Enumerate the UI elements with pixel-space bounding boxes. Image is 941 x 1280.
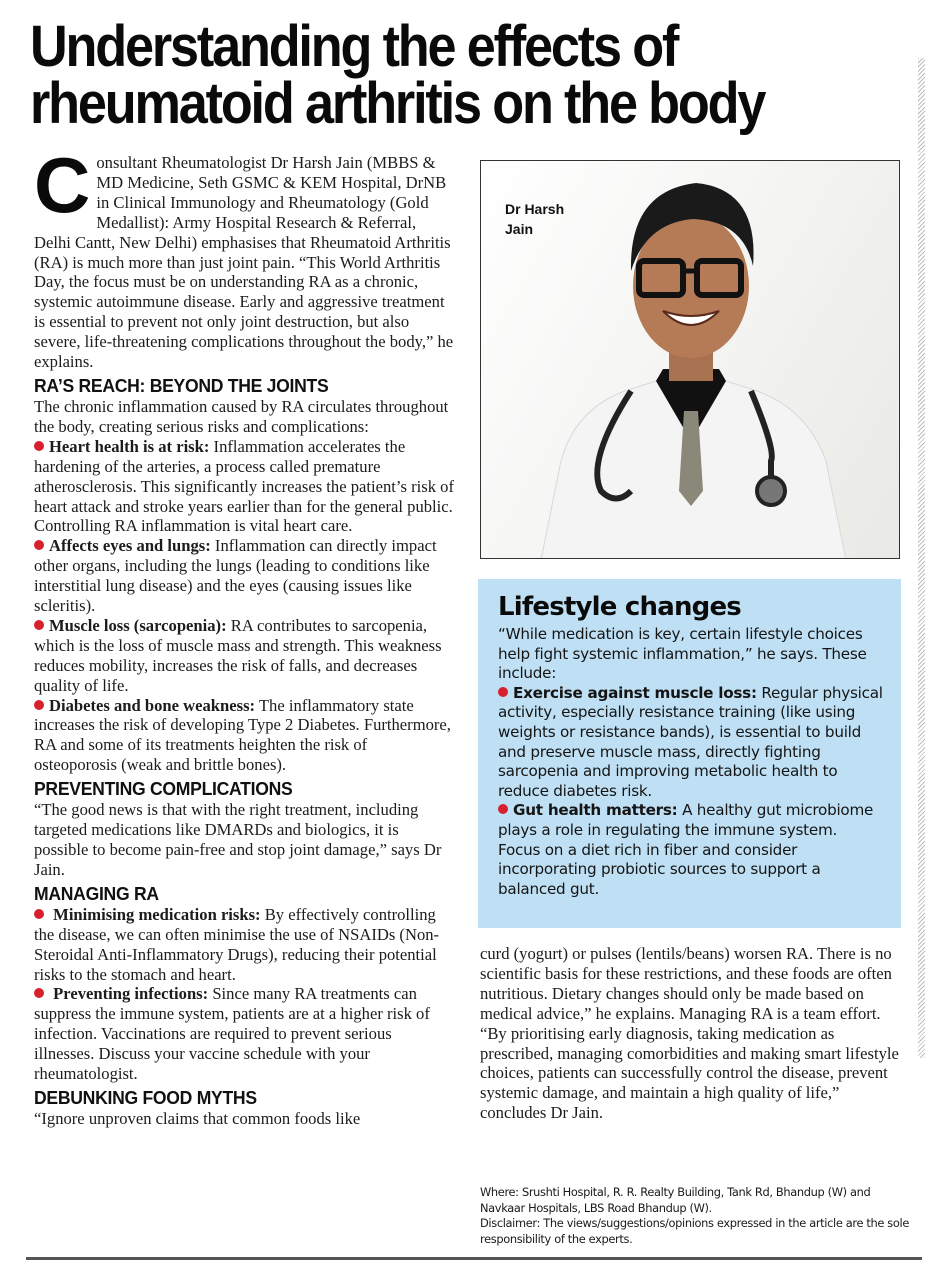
doctor-portrait-photo — [480, 160, 900, 559]
list-item — [34, 696, 454, 776]
item-lead: Affects eyes and lungs: — [49, 536, 211, 556]
red-bullet-icon — [498, 687, 508, 697]
intro-paragraph — [34, 141, 454, 372]
list-item — [34, 905, 454, 985]
photo-caption — [505, 199, 564, 239]
lifestyle-changes-box — [478, 579, 901, 928]
right-column-continuation — [480, 944, 905, 1123]
item-text: The inflammatory state increases the risk of developing Type 2 Diabetes. Furthermore, RA and some of its treatments heighten the risk of osteoporosis (weak and brittle bones). — [34, 695, 451, 775]
list-item — [34, 616, 454, 696]
red-bullet-icon — [34, 620, 44, 630]
red-bullet-icon — [34, 700, 44, 710]
headline-line-2: rheumatoid arthritis on the body — [30, 71, 765, 136]
left-column — [34, 141, 454, 1129]
bottom-rule-divider — [26, 1257, 922, 1260]
item-text: RA contributes to sarcopenia, which is the loss of muscle mass and strength. This weakness reduces mobility, increases the risk of falls, and decreases quality of life. — [34, 615, 442, 695]
item-lead: Gut health matters: — [513, 801, 678, 820]
headline-line-1: Understanding the effects of — [30, 14, 678, 79]
preventing-text: “The good news is that with the right treatment, including targeted medications like DMARDs and biologics, it is possible to become pain-free and stop joint damage,” says Dr Jain. — [34, 800, 442, 879]
disclaimer-text: Disclaimer: The views/suggestions/opinions expressed in the article are the sole responsibility of the experts. — [480, 1216, 909, 1246]
caption-line-2: Jain — [505, 221, 534, 237]
list-item — [498, 684, 883, 802]
item-text: Inflammation can directly impact other organs, including the lungs (leading to conditions like interstitial lung disease) and the eyes (causing issues like scleritis). — [34, 536, 437, 616]
reach-intro: The chronic inflammation caused by RA circulates throughout the body, creating serious risks and complications: — [34, 396, 449, 436]
item-lead: Exercise against muscle loss: — [513, 683, 757, 702]
red-bullet-icon — [498, 804, 508, 814]
section-heading-myths: DEBUNKING FOOD MYTHS — [34, 1086, 257, 1108]
item-lead: Minimising medication risks: — [53, 904, 261, 924]
article-headline — [30, 14, 804, 136]
section-heading-managing: MANAGING RA — [34, 882, 159, 904]
item-lead: Preventing infections: — [53, 984, 209, 1004]
item-text: Inflammation accelerates the hardening of the arteries, a process called premature atherosclerosis. This significantly increases the patient’s risk of heart attack and stroke years earlier than for the general public. Controlling RA inflammation is vital heart care. — [34, 436, 454, 536]
myths-text-start: “Ignore unproven claims that common foods like — [34, 1108, 361, 1128]
item-text: By effectively controlling the disease, we can often minimise the use of NSAIDs (Non-Steroidal Anti-Inflammatory Drugs), reducing their potential risks to the stomach and heart. — [34, 904, 440, 984]
item-text: Regular physical activity, especially resistance training (like using weights or resistance bands), is essential to build and preserve muscle mass, directly fighting sarcopenia and improving metabolic health to reduce diabetes risk. — [498, 683, 883, 800]
margin-hatch-decoration — [918, 58, 925, 1058]
list-item — [34, 437, 454, 537]
drop-cap: C — [34, 141, 91, 229]
list-item — [498, 801, 883, 899]
where-text: Where: Srushti Hospital, R. R. Realty Building, Tank Rd, Bhandup (W) and Navkaar Hospitals, LBS Road Bhandup (W). — [480, 1185, 871, 1215]
list-item — [34, 536, 454, 616]
red-bullet-icon — [34, 909, 44, 919]
section-heading-preventing: PREVENTING COMPLICATIONS — [34, 778, 293, 800]
myths-text-continued: curd (yogurt) or pulses (lentils/beans) worsen RA. There is no scientific basis for these restrictions, and these foods are often nutritious. Dietary changes should only be made based on medical advice,” he explains. Managing RA is a team effort. “By prioritising early diagnosis, taking medication as prescribed, managing comorbidities and making smart lifestyle choices, patients can successfully control the disease, prevent systemic damage, and maintain a high quality of life,” concludes Dr Jain. — [480, 944, 899, 1123]
footer-note — [480, 1185, 910, 1247]
list-item — [34, 984, 454, 1084]
item-text: Since many RA treatments can suppress the immune system, patients are at a higher risk of infection. Vaccinations are required to prevent serious illnesses. Discuss your vaccine schedule with your rheumatologist. — [34, 984, 430, 1084]
item-lead: Diabetes and bone weakness: — [49, 695, 256, 715]
item-lead: Heart health is at risk: — [49, 436, 210, 456]
lifestyle-heading: Lifestyle changes — [498, 592, 741, 622]
item-text: A healthy gut microbiome plays a role in regulating the immune system. Focus on a diet rich in fiber and consider incorporating probiotic sources to support a balanced gut. — [498, 801, 874, 898]
red-bullet-icon — [34, 441, 44, 451]
section-heading-reach: RA’S REACH: BEYOND THE JOINTS — [34, 374, 329, 396]
caption-line-1: Dr Harsh — [505, 201, 565, 217]
red-bullet-icon — [34, 540, 44, 550]
red-bullet-icon — [34, 988, 44, 998]
item-lead: Muscle loss (sarcopenia): — [49, 615, 227, 635]
intro-text: onsultant Rheumatologist Dr Harsh Jain (MBBS & MD Medicine, Seth GSMC & KEM Hospital, DrNB in Clinical Immunology and Rheumatology (Gold Medallist): Army Hospital Research & Referral, Delhi Cantt, New Delhi) emphasises that Rheumatoid Arthritis (RA) is much more than just joint pain. “This World Arthritis Day, the focus must be on understanding RA as a chronic, systemic autoimmune disease. Early and aggressive treatment is essential to prevent not only joint destruction, but also severe, life-threatening complications throughout the body,” he explains. — [34, 153, 454, 372]
lifestyle-intro: “While medication is key, certain lifestyle choices help fight systemic inflammation,” he says. These include: — [498, 625, 867, 683]
